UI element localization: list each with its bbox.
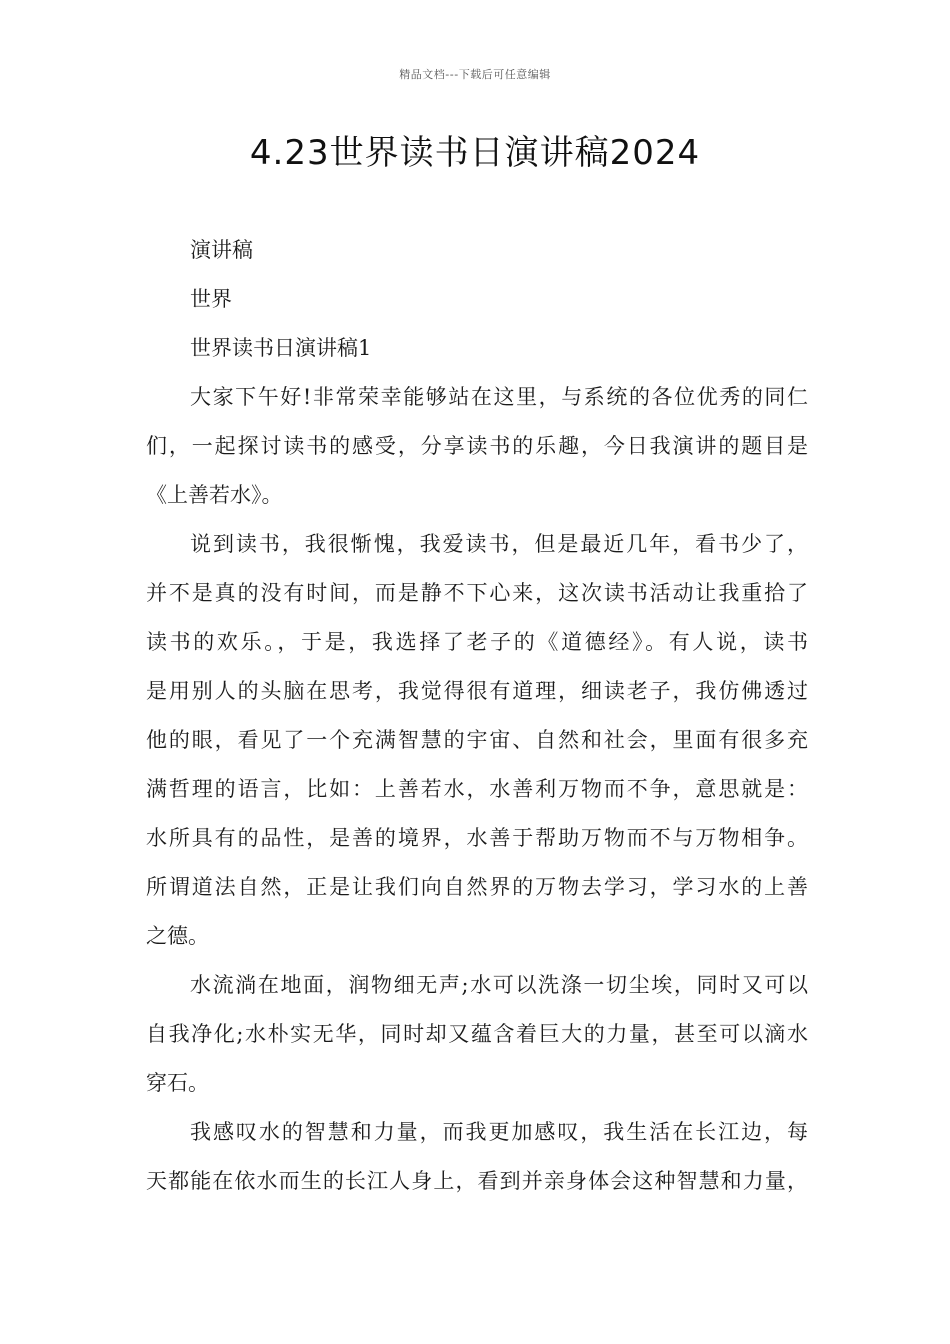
text-line: 他的眼，看见了一个充满智慧的宇宙、自然和社会，里面有很多充 — [146, 728, 808, 752]
text-line: 穿石。 — [146, 1071, 209, 1095]
text-line: 《上善若水》。 — [146, 483, 283, 507]
text-line: 天都能在依水而生的长江人身上，看到并亲身体会这种智慧和力量， — [146, 1169, 808, 1193]
text-line: 我感叹水的智慧和力量，而我更加感叹，我生活在长江边，每 — [190, 1120, 808, 1144]
text-line: 是用别人的头脑在思考，我觉得很有道理，细读老子，我仿佛透过 — [146, 679, 808, 703]
text-line: 之德。 — [146, 924, 209, 948]
text-line: 演讲稿 — [190, 238, 253, 262]
text-line: 世界 — [190, 287, 232, 311]
text-line: 说到读书，我很惭愧，我爱读书，但是最近几年，看书少了， — [190, 532, 808, 556]
text-line: 世界读书日演讲稿1 — [190, 336, 372, 360]
text-line: 并不是真的没有时间，而是静不下心来，这次读书活动让我重拾了 — [146, 581, 808, 605]
document-title: 4.23世界读书日演讲稿2024 — [249, 133, 701, 173]
text-line: 们，一起探讨读书的感受，分享读书的乐趣，今日我演讲的题目是 — [146, 434, 808, 458]
text-line: 满哲理的语言，比如：上善若水，水善利万物而不争，意思就是： — [146, 777, 808, 801]
text-line: 读书的欢乐。，于是，我选择了老子的《道德经》。有人说，读书 — [146, 630, 808, 654]
text-line: 所谓道法自然，正是让我们向自然界的万物去学习，学习水的上善 — [146, 875, 808, 899]
text-line: 水流淌在地面，润物细无声;水可以洗涤一切尘埃，同时又可以 — [190, 973, 808, 997]
document-body — [146, 226, 808, 1206]
text-line: 自我净化;水朴实无华，同时却又蕴含着巨大的力量，甚至可以滴水 — [146, 1022, 808, 1046]
text-line: 大家下午好!非常荣幸能够站在这里，与系统的各位优秀的同仁 — [190, 385, 808, 409]
header-note: 精品文档---下载后可任意编辑 — [399, 68, 551, 81]
text-line: 水所具有的品性，是善的境界，水善于帮助万物而不与万物相争。 — [146, 826, 808, 850]
